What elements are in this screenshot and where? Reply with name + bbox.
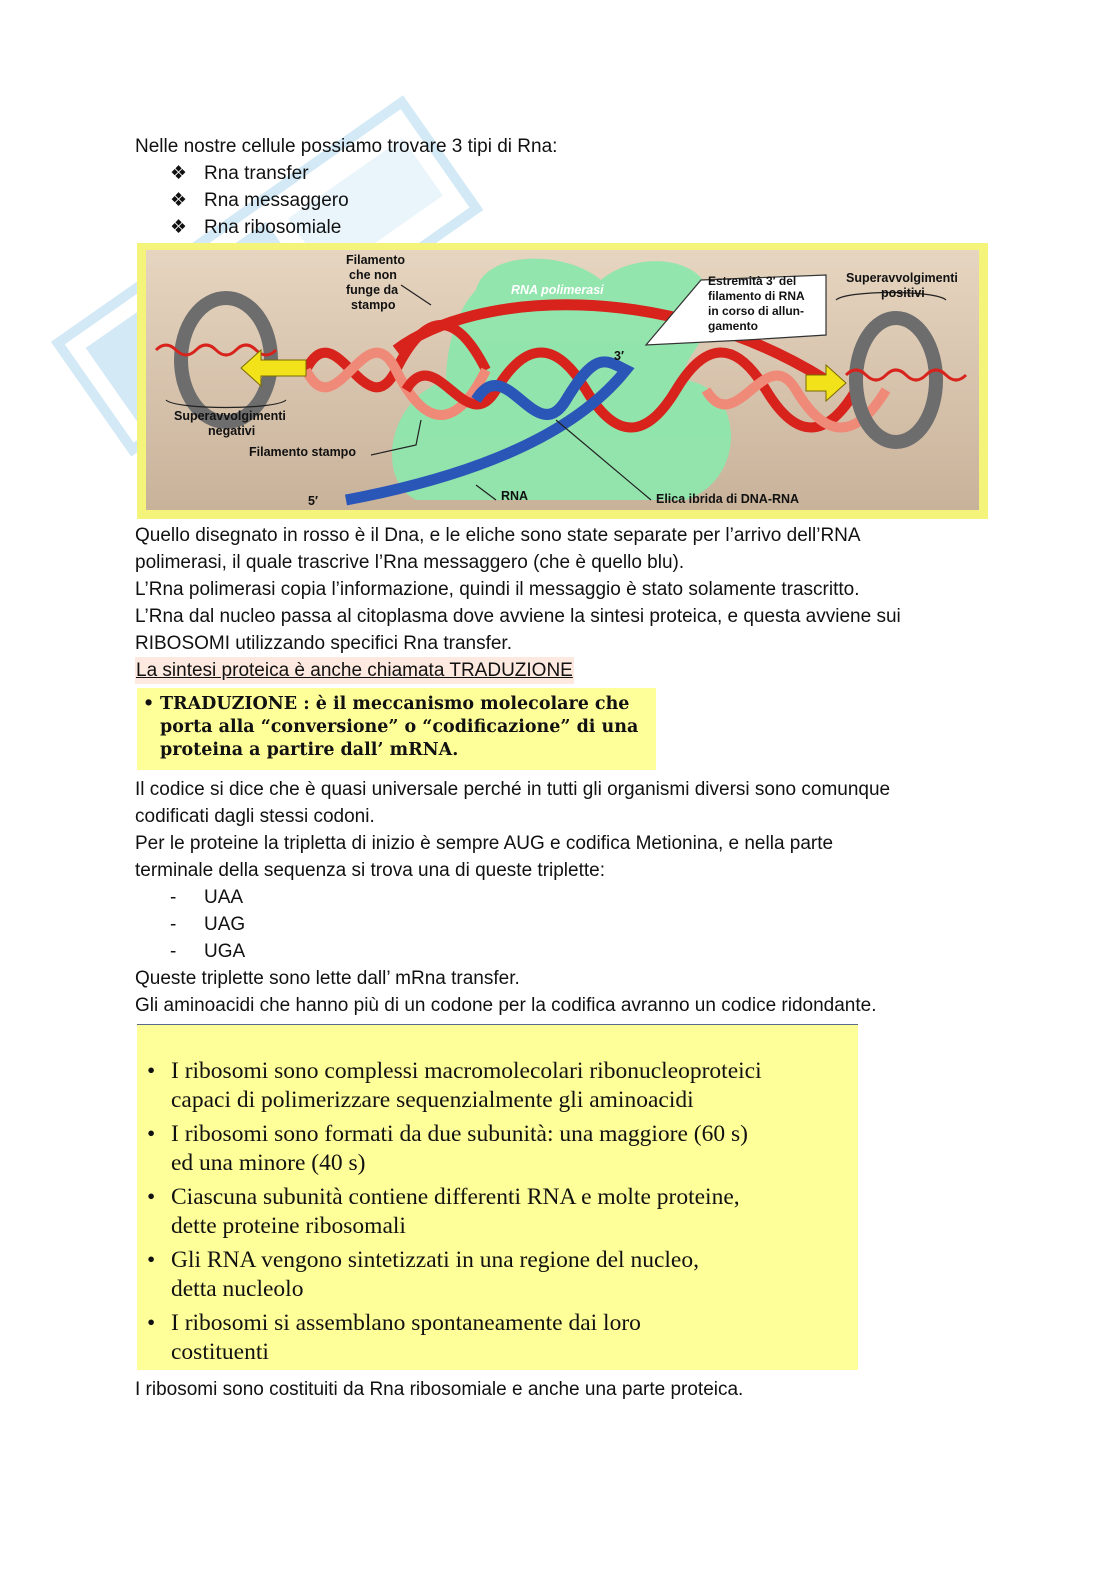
label-positive-supercoils: Superavvolgimenti xyxy=(846,271,958,285)
label-non-template-strand: Filamento xyxy=(346,253,406,267)
paragraph-line: Quello disegnato in rosso è il Dna, e le eliche sono state separate per l’arrivo dell’RNA xyxy=(135,525,861,546)
bullet-dot-icon: • xyxy=(147,1058,156,1084)
paragraph-line: Gli aminoacidi che hanno più di un codone per la codifica avranno un codice ridondante. xyxy=(135,995,877,1016)
svg-text:gamento: gamento xyxy=(708,319,759,333)
bullet-dot-icon: • xyxy=(147,1310,156,1336)
svg-text:filamento di RNA: filamento di RNA xyxy=(708,289,805,303)
label-rna-polymerase: RNA polimerasi xyxy=(511,283,604,297)
paragraph-line: codificati dagli stessi codoni. xyxy=(135,806,375,827)
label-five-prime: 5′ xyxy=(308,494,318,508)
diagram-svg xyxy=(146,250,979,510)
label-negative-supercoils: Superavvolgimenti xyxy=(174,409,286,423)
label-template-strand: Filamento stampo xyxy=(249,445,356,459)
svg-text:stampo: stampo xyxy=(351,298,396,312)
diamond-bullet-icon: ❖ xyxy=(170,190,188,211)
diamond-bullet-icon: ❖ xyxy=(170,163,188,184)
highlighted-sentence: La sintesi proteica è anche chiamata TRADUZIONE xyxy=(135,657,574,684)
svg-text:in corso di allun-: in corso di allun- xyxy=(708,304,805,318)
bullet-dot-icon: • xyxy=(147,1121,156,1147)
ribosome-facts-box: • I ribosomi sono complessi macromolecolari ribonucleoproteici capaci di polimerizzare sequenzialmente gli aminoacidi • I ribosomi sono formati da due subunità: una maggiore (60 s) ed una minore (40 s) • Ciascuna subunità contiene differenti RNA e molte proteine, dette proteine ribosomali • Gli RNA vengono sintetizzati in una regione del nucleo, detta nucleolo • I ribosomi si assemblano spontaneamente dai loro costituenti xyxy=(137,1024,858,1370)
closing-text: I ribosomi sono costituiti da Rna ribosomiale e anche una parte proteica. xyxy=(135,1379,744,1400)
svg-text:positivi: positivi xyxy=(881,286,925,300)
dash-bullet: - xyxy=(170,941,177,962)
paragraph-line: L’Rna dal nucleo passa al citoplasma dove avviene la sintesi proteica, e questa avviene sui xyxy=(135,606,901,627)
label-three-prime-end: Estremità 3′ del xyxy=(708,274,797,288)
bullet-dot-icon: • xyxy=(147,1247,156,1273)
svg-text:che non: che non xyxy=(349,268,397,282)
transcription-diagram xyxy=(146,250,979,510)
dash-bullet: - xyxy=(170,887,177,908)
paragraph-line: terminale della sequenza si trova una di queste triplette: xyxy=(135,860,605,881)
label-hybrid-helix: Elica ibrida di DNA-RNA xyxy=(656,492,800,506)
paragraph-line: RIBOSOMI utilizzando specifici Rna transfer. xyxy=(135,633,512,654)
definition-line: TRADUZIONE : è il meccanismo molecolare che xyxy=(160,694,630,714)
svg-text:negativi: negativi xyxy=(208,424,256,438)
definition-box xyxy=(137,688,656,770)
label-rna: RNA xyxy=(501,489,529,503)
paragraph-line: Queste triplette sono lette dall’ mRna transfer. xyxy=(135,968,520,989)
paragraph-line: Per le proteine la tripletta di inizio è sempre AUG e codifica Metionina, e nella parte xyxy=(135,833,834,854)
diamond-bullet-icon: ❖ xyxy=(170,217,188,238)
paragraph-line: L’Rna polimerasi copia l’informazione, quindi il messaggio è stato solamente trascritto. xyxy=(135,579,860,600)
dash-bullet: - xyxy=(170,914,177,935)
paragraph-line: Il codice si dice che è quasi universale perché in tutti gli organismi diversi sono comunque xyxy=(135,779,891,800)
intro-text: Nelle nostre cellule possiamo trovare 3 tipi di Rna: xyxy=(135,136,558,157)
svg-text:funge da: funge da xyxy=(346,283,399,297)
definition-line: porta alla “conversione” o “codificazione” di una xyxy=(160,717,639,737)
bullet-dot-icon: • xyxy=(143,694,155,714)
definition-line: proteina a partire dall’ mRNA. xyxy=(160,740,459,760)
transcription-figure xyxy=(137,243,988,519)
bullet-dot-icon: • xyxy=(147,1184,156,1210)
label-three-prime: 3′ xyxy=(614,349,624,363)
paragraph-line: polimerasi, il quale trascrive l’Rna messaggero (che è quello blu). xyxy=(135,552,685,573)
document-page: Nelle nostre cellule possiamo trovare 3 tipi di Rna: ❖ Rna transfer ❖ Rna messaggero ❖ Rna ribosomiale Filamento che non funge da stampo RNA polimerasi Estremità 3′ del filamento di RNA in corso di allun- gamento Superavvolgimenti positivi Superavvolgimenti negativi Filamento stampo 3′ 5′ RNA Elica ibrida di DNA-RNA Quello disegnato in rosso è il Dna, e le eliche sono state separate per l’arrivo dell’RNA polimerasi, il quale trascrive l’Rna messaggero (che è quello blu). L’Rna polimerasi copia l’informazione, quindi il messaggio è stato solamente trascritto. L’Rna dal nucleo passa al citoplasma dove avviene la sintesi proteica, e questa avviene sui RIBOSOMI utilizzando specifici Rna transfer. La sintesi proteica è anche chiamata TRADUZIONE • TRADUZIONE : è il meccanismo molecolare che porta alla “conversione” o “codificazione” di una proteina a partire dall’ mRNA. Il codice si dice che è quasi universale perché in tutti gli organismi diversi sono comunque codificati dagli stessi codoni. Per le proteine la tripletta di inizio è sempre AUG e codifica Metionina, e nella parte terminale della sequenza si trova una di queste triplette: - UAA - UAG - UGA Queste triplette sono lette dall’ mRna transfer. Gli aminoacidi che hanno più di un codone per la codifica avranno un codice ridondante. • I ribosomi sono complessi macromolecolari ribonucleoproteici capaci di polimerizzare sequenzialmente gli aminoacidi • I ribosomi sono formati da due subunità: una maggiore (60 s) ed una minore (40 s) • Ciascuna subunità contiene differenti RNA e molte proteine, dette proteine ribosomali • Gli RNA vengono sintetizzati in una regione del nucleo, detta nucleolo • I ribosomi si assemblano spontaneamente dai loro costituenti I ribosomi sono costituiti da Rna ribosomiale e anche una parte proteica. xyxy=(0,0,1118,1579)
